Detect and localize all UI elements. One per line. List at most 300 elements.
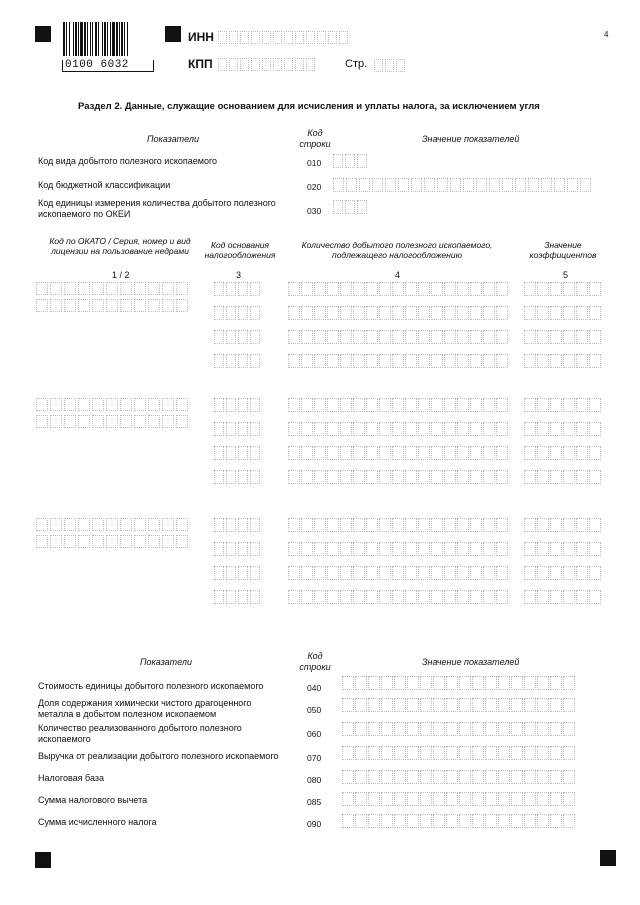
form-cell[interactable] <box>576 398 588 412</box>
form-cell[interactable] <box>528 178 539 192</box>
form-cell[interactable] <box>567 178 578 192</box>
form-cell[interactable] <box>472 770 484 784</box>
form-cell[interactable] <box>288 422 300 436</box>
form-cell[interactable] <box>498 676 510 690</box>
form-cell[interactable] <box>537 770 549 784</box>
form-cell[interactable] <box>214 422 224 436</box>
form-cell[interactable] <box>162 299 174 312</box>
form-cell[interactable] <box>407 722 419 736</box>
form-cell[interactable] <box>353 518 365 532</box>
form-cell[interactable] <box>405 566 417 580</box>
form-cell[interactable] <box>496 470 508 484</box>
form-cell[interactable] <box>433 676 445 690</box>
form-cell[interactable] <box>36 398 48 411</box>
form-cell[interactable] <box>524 698 536 712</box>
form-cell[interactable] <box>420 814 432 828</box>
form-cell[interactable] <box>176 415 188 428</box>
form-cell[interactable] <box>238 470 248 484</box>
form-cell[interactable] <box>524 590 536 604</box>
form-cell[interactable] <box>524 676 536 690</box>
form-cell[interactable] <box>457 354 469 368</box>
form-cell[interactable] <box>120 398 132 411</box>
form-cell[interactable] <box>314 542 326 556</box>
form-cell[interactable] <box>229 31 238 44</box>
form-cell[interactable] <box>444 330 456 344</box>
form-cell[interactable] <box>457 422 469 436</box>
form-cell[interactable] <box>64 518 76 531</box>
form-cell[interactable] <box>353 542 365 556</box>
form-cell[interactable] <box>550 354 562 368</box>
form-cell[interactable] <box>327 566 339 580</box>
form-cell[interactable] <box>537 792 549 806</box>
form-cell[interactable] <box>250 306 260 320</box>
form-cell[interactable] <box>418 306 430 320</box>
form-cell[interactable] <box>576 470 588 484</box>
form-cell[interactable] <box>176 282 188 295</box>
form-cell[interactable] <box>405 330 417 344</box>
form-cell[interactable] <box>576 518 588 532</box>
form-cell[interactable] <box>433 770 445 784</box>
form-cell[interactable] <box>498 814 510 828</box>
form-cell[interactable] <box>483 398 495 412</box>
form-cell[interactable] <box>327 518 339 532</box>
form-cell[interactable] <box>327 590 339 604</box>
form-cell[interactable] <box>345 200 355 214</box>
form-cell[interactable] <box>379 566 391 580</box>
form-cell[interactable] <box>524 770 536 784</box>
form-cell[interactable] <box>366 398 378 412</box>
form-cell[interactable] <box>134 535 146 548</box>
form-cell[interactable] <box>537 282 549 296</box>
form-cell[interactable] <box>394 676 406 690</box>
form-cell[interactable] <box>496 398 508 412</box>
form-cell[interactable] <box>328 31 337 44</box>
form-cell[interactable] <box>392 282 404 296</box>
form-cell[interactable] <box>433 814 445 828</box>
form-cell[interactable] <box>366 422 378 436</box>
form-cell[interactable] <box>563 518 575 532</box>
form-cell[interactable] <box>483 470 495 484</box>
form-cell[interactable] <box>314 470 326 484</box>
form-cell[interactable] <box>226 354 236 368</box>
form-cell[interactable] <box>485 746 497 760</box>
form-cell[interactable] <box>134 299 146 312</box>
form-cell[interactable] <box>226 306 236 320</box>
form-cell[interactable] <box>550 590 562 604</box>
form-cell[interactable] <box>120 535 132 548</box>
form-cell[interactable] <box>418 470 430 484</box>
form-cell[interactable] <box>394 770 406 784</box>
form-cell[interactable] <box>446 698 458 712</box>
form-cell[interactable] <box>214 282 224 296</box>
form-cell[interactable] <box>238 282 248 296</box>
form-cell[interactable] <box>470 398 482 412</box>
form-cell[interactable] <box>162 398 174 411</box>
form-cell[interactable] <box>353 398 365 412</box>
form-cell[interactable] <box>392 306 404 320</box>
form-cell[interactable] <box>64 415 76 428</box>
form-cell[interactable] <box>483 566 495 580</box>
form-cell[interactable] <box>524 746 536 760</box>
form-cell[interactable] <box>342 792 354 806</box>
form-cell[interactable] <box>446 746 458 760</box>
form-cell[interactable] <box>563 746 575 760</box>
form-cell[interactable] <box>537 446 549 460</box>
form-cell[interactable] <box>342 814 354 828</box>
form-cell[interactable] <box>78 535 90 548</box>
form-cell[interactable] <box>366 446 378 460</box>
form-cell[interactable] <box>301 354 313 368</box>
form-cell[interactable] <box>374 59 383 72</box>
form-cell[interactable] <box>496 282 508 296</box>
form-cell[interactable] <box>392 330 404 344</box>
form-cell[interactable] <box>394 698 406 712</box>
form-cell[interactable] <box>444 590 456 604</box>
form-cell[interactable] <box>470 518 482 532</box>
form-cell[interactable] <box>511 676 523 690</box>
form-cell[interactable] <box>563 676 575 690</box>
form-cell[interactable] <box>511 698 523 712</box>
form-cell[interactable] <box>444 282 456 296</box>
form-cell[interactable] <box>333 200 343 214</box>
form-cell[interactable] <box>524 722 536 736</box>
form-cell[interactable] <box>472 814 484 828</box>
form-cell[interactable] <box>498 792 510 806</box>
form-cell[interactable] <box>444 398 456 412</box>
form-cell[interactable] <box>418 542 430 556</box>
form-cell[interactable] <box>385 59 394 72</box>
form-cell[interactable] <box>511 722 523 736</box>
form-cell[interactable] <box>250 354 260 368</box>
form-cell[interactable] <box>407 698 419 712</box>
form-cell[interactable] <box>176 518 188 531</box>
form-cell[interactable] <box>214 330 224 344</box>
form-cell[interactable] <box>214 590 224 604</box>
form-cell[interactable] <box>36 518 48 531</box>
form-cell[interactable] <box>537 354 549 368</box>
form-cell[interactable] <box>537 398 549 412</box>
form-cell[interactable] <box>92 415 104 428</box>
form-cell[interactable] <box>120 415 132 428</box>
form-cell[interactable] <box>288 542 300 556</box>
form-cell[interactable] <box>470 470 482 484</box>
form-cell[interactable] <box>537 746 549 760</box>
form-cell[interactable] <box>407 814 419 828</box>
form-cell[interactable] <box>576 446 588 460</box>
form-cell[interactable] <box>92 518 104 531</box>
form-cell[interactable] <box>472 698 484 712</box>
form-cell[interactable] <box>589 542 601 556</box>
form-cell[interactable] <box>301 446 313 460</box>
form-cell[interactable] <box>379 446 391 460</box>
form-cell[interactable] <box>485 814 497 828</box>
form-cell[interactable] <box>457 542 469 556</box>
form-cell[interactable] <box>459 676 471 690</box>
form-cell[interactable] <box>576 590 588 604</box>
form-cell[interactable] <box>64 535 76 548</box>
form-cell[interactable] <box>357 154 367 168</box>
form-cell[interactable] <box>306 58 315 71</box>
form-cell[interactable] <box>550 470 562 484</box>
form-cell[interactable] <box>368 792 380 806</box>
form-cell[interactable] <box>134 398 146 411</box>
form-cell[interactable] <box>589 470 601 484</box>
form-cell[interactable] <box>431 282 443 296</box>
form-cell[interactable] <box>550 722 562 736</box>
form-cell[interactable] <box>563 330 575 344</box>
form-cell[interactable] <box>379 282 391 296</box>
form-cell[interactable] <box>394 814 406 828</box>
form-cell[interactable] <box>392 446 404 460</box>
form-cell[interactable] <box>498 722 510 736</box>
form-cell[interactable] <box>394 722 406 736</box>
form-cell[interactable] <box>366 282 378 296</box>
form-cell[interactable] <box>295 58 304 71</box>
form-cell[interactable] <box>229 58 238 71</box>
form-cell[interactable] <box>472 792 484 806</box>
form-cell[interactable] <box>381 770 393 784</box>
form-cell[interactable] <box>366 354 378 368</box>
form-cell[interactable] <box>524 518 536 532</box>
form-cell[interactable] <box>353 470 365 484</box>
form-cell[interactable] <box>459 770 471 784</box>
form-cell[interactable] <box>431 306 443 320</box>
form-cell[interactable] <box>250 422 260 436</box>
form-cell[interactable] <box>550 542 562 556</box>
form-cell[interactable] <box>550 306 562 320</box>
form-cell[interactable] <box>288 590 300 604</box>
form-cell[interactable] <box>405 542 417 556</box>
form-cell[interactable] <box>537 330 549 344</box>
form-cell[interactable] <box>226 330 236 344</box>
form-cell[interactable] <box>327 446 339 460</box>
form-cell[interactable] <box>288 446 300 460</box>
form-cell[interactable] <box>284 58 293 71</box>
form-cell[interactable] <box>36 299 48 312</box>
form-cell[interactable] <box>353 330 365 344</box>
form-cell[interactable] <box>340 566 352 580</box>
form-cell[interactable] <box>288 518 300 532</box>
form-cell[interactable] <box>524 792 536 806</box>
form-cell[interactable] <box>550 770 562 784</box>
form-cell[interactable] <box>379 354 391 368</box>
form-cell[interactable] <box>342 770 354 784</box>
form-cell[interactable] <box>355 722 367 736</box>
form-cell[interactable] <box>379 518 391 532</box>
form-cell[interactable] <box>431 422 443 436</box>
form-cell[interactable] <box>78 299 90 312</box>
form-cell[interactable] <box>314 446 326 460</box>
form-cell[interactable] <box>511 814 523 828</box>
form-cell[interactable] <box>288 282 300 296</box>
form-cell[interactable] <box>524 398 536 412</box>
form-cell[interactable] <box>537 676 549 690</box>
form-cell[interactable] <box>392 542 404 556</box>
form-cell[interactable] <box>444 306 456 320</box>
form-cell[interactable] <box>580 178 591 192</box>
form-cell[interactable] <box>472 746 484 760</box>
form-cell[interactable] <box>327 306 339 320</box>
form-cell[interactable] <box>50 415 62 428</box>
form-cell[interactable] <box>238 330 248 344</box>
form-cell[interactable] <box>288 398 300 412</box>
form-cell[interactable] <box>379 330 391 344</box>
form-cell[interactable] <box>176 535 188 548</box>
form-cell[interactable] <box>589 354 601 368</box>
form-cell[interactable] <box>381 746 393 760</box>
form-cell[interactable] <box>379 542 391 556</box>
form-cell[interactable] <box>418 398 430 412</box>
form-cell[interactable] <box>226 470 236 484</box>
form-cell[interactable] <box>368 722 380 736</box>
form-cell[interactable] <box>238 446 248 460</box>
form-cell[interactable] <box>563 698 575 712</box>
form-cell[interactable] <box>250 398 260 412</box>
form-cell[interactable] <box>483 354 495 368</box>
form-cell[interactable] <box>226 542 236 556</box>
form-cell[interactable] <box>314 282 326 296</box>
form-cell[interactable] <box>214 446 224 460</box>
form-cell[interactable] <box>472 722 484 736</box>
form-cell[interactable] <box>407 746 419 760</box>
form-cell[interactable] <box>50 282 62 295</box>
form-cell[interactable] <box>392 518 404 532</box>
form-cell[interactable] <box>457 590 469 604</box>
form-cell[interactable] <box>379 470 391 484</box>
form-cell[interactable] <box>459 698 471 712</box>
form-cell[interactable] <box>446 792 458 806</box>
form-cell[interactable] <box>589 518 601 532</box>
form-cell[interactable] <box>424 178 435 192</box>
form-cell[interactable] <box>238 590 248 604</box>
form-cell[interactable] <box>148 299 160 312</box>
form-cell[interactable] <box>342 676 354 690</box>
form-cell[interactable] <box>288 306 300 320</box>
form-cell[interactable] <box>394 792 406 806</box>
form-cell[interactable] <box>162 535 174 548</box>
form-cell[interactable] <box>418 330 430 344</box>
form-cell[interactable] <box>368 814 380 828</box>
form-cell[interactable] <box>483 446 495 460</box>
form-cell[interactable] <box>496 354 508 368</box>
form-cell[interactable] <box>446 770 458 784</box>
form-cell[interactable] <box>450 178 461 192</box>
form-cell[interactable] <box>537 590 549 604</box>
form-cell[interactable] <box>353 306 365 320</box>
form-cell[interactable] <box>340 398 352 412</box>
form-cell[interactable] <box>433 746 445 760</box>
form-cell[interactable] <box>524 354 536 368</box>
form-cell[interactable] <box>589 398 601 412</box>
form-cell[interactable] <box>392 354 404 368</box>
form-cell[interactable] <box>470 590 482 604</box>
form-cell[interactable] <box>327 282 339 296</box>
form-cell[interactable] <box>78 415 90 428</box>
form-cell[interactable] <box>314 306 326 320</box>
form-cell[interactable] <box>314 398 326 412</box>
form-cell[interactable] <box>524 470 536 484</box>
form-cell[interactable] <box>251 58 260 71</box>
form-cell[interactable] <box>355 676 367 690</box>
form-cell[interactable] <box>359 178 370 192</box>
form-cell[interactable] <box>485 676 497 690</box>
form-cell[interactable] <box>431 518 443 532</box>
form-cell[interactable] <box>240 31 249 44</box>
form-cell[interactable] <box>537 422 549 436</box>
form-cell[interactable] <box>498 746 510 760</box>
form-cell[interactable] <box>368 746 380 760</box>
form-cell[interactable] <box>457 566 469 580</box>
form-cell[interactable] <box>483 306 495 320</box>
form-cell[interactable] <box>550 676 562 690</box>
form-cell[interactable] <box>457 282 469 296</box>
form-cell[interactable] <box>496 446 508 460</box>
form-cell[interactable] <box>470 542 482 556</box>
form-cell[interactable] <box>470 422 482 436</box>
form-cell[interactable] <box>444 446 456 460</box>
form-cell[interactable] <box>162 415 174 428</box>
form-cell[interactable] <box>405 470 417 484</box>
form-cell[interactable] <box>92 535 104 548</box>
form-cell[interactable] <box>576 566 588 580</box>
form-cell[interactable] <box>563 770 575 784</box>
form-cell[interactable] <box>446 814 458 828</box>
form-cell[interactable] <box>496 518 508 532</box>
form-cell[interactable] <box>502 178 513 192</box>
form-cell[interactable] <box>340 330 352 344</box>
form-cell[interactable] <box>148 518 160 531</box>
form-cell[interactable] <box>162 518 174 531</box>
form-cell[interactable] <box>226 566 236 580</box>
form-cell[interactable] <box>106 518 118 531</box>
form-cell[interactable] <box>563 590 575 604</box>
form-cell[interactable] <box>134 518 146 531</box>
form-cell[interactable] <box>106 415 118 428</box>
form-cell[interactable] <box>392 590 404 604</box>
form-cell[interactable] <box>476 178 487 192</box>
form-cell[interactable] <box>340 518 352 532</box>
form-cell[interactable] <box>431 566 443 580</box>
form-cell[interactable] <box>472 676 484 690</box>
form-cell[interactable] <box>420 676 432 690</box>
form-cell[interactable] <box>162 282 174 295</box>
form-cell[interactable] <box>342 698 354 712</box>
form-cell[interactable] <box>301 330 313 344</box>
form-cell[interactable] <box>353 282 365 296</box>
form-cell[interactable] <box>483 422 495 436</box>
form-cell[interactable] <box>563 722 575 736</box>
form-cell[interactable] <box>470 306 482 320</box>
form-cell[interactable] <box>50 518 62 531</box>
form-cell[interactable] <box>576 282 588 296</box>
form-cell[interactable] <box>214 398 224 412</box>
form-cell[interactable] <box>550 282 562 296</box>
form-cell[interactable] <box>226 398 236 412</box>
form-cell[interactable] <box>524 542 536 556</box>
form-cell[interactable] <box>368 676 380 690</box>
form-cell[interactable] <box>392 470 404 484</box>
form-cell[interactable] <box>511 792 523 806</box>
form-cell[interactable] <box>250 518 260 532</box>
form-cell[interactable] <box>550 422 562 436</box>
form-cell[interactable] <box>420 770 432 784</box>
form-cell[interactable] <box>238 542 248 556</box>
form-cell[interactable] <box>457 446 469 460</box>
form-cell[interactable] <box>295 31 304 44</box>
form-cell[interactable] <box>418 566 430 580</box>
form-cell[interactable] <box>550 792 562 806</box>
form-cell[interactable] <box>176 398 188 411</box>
